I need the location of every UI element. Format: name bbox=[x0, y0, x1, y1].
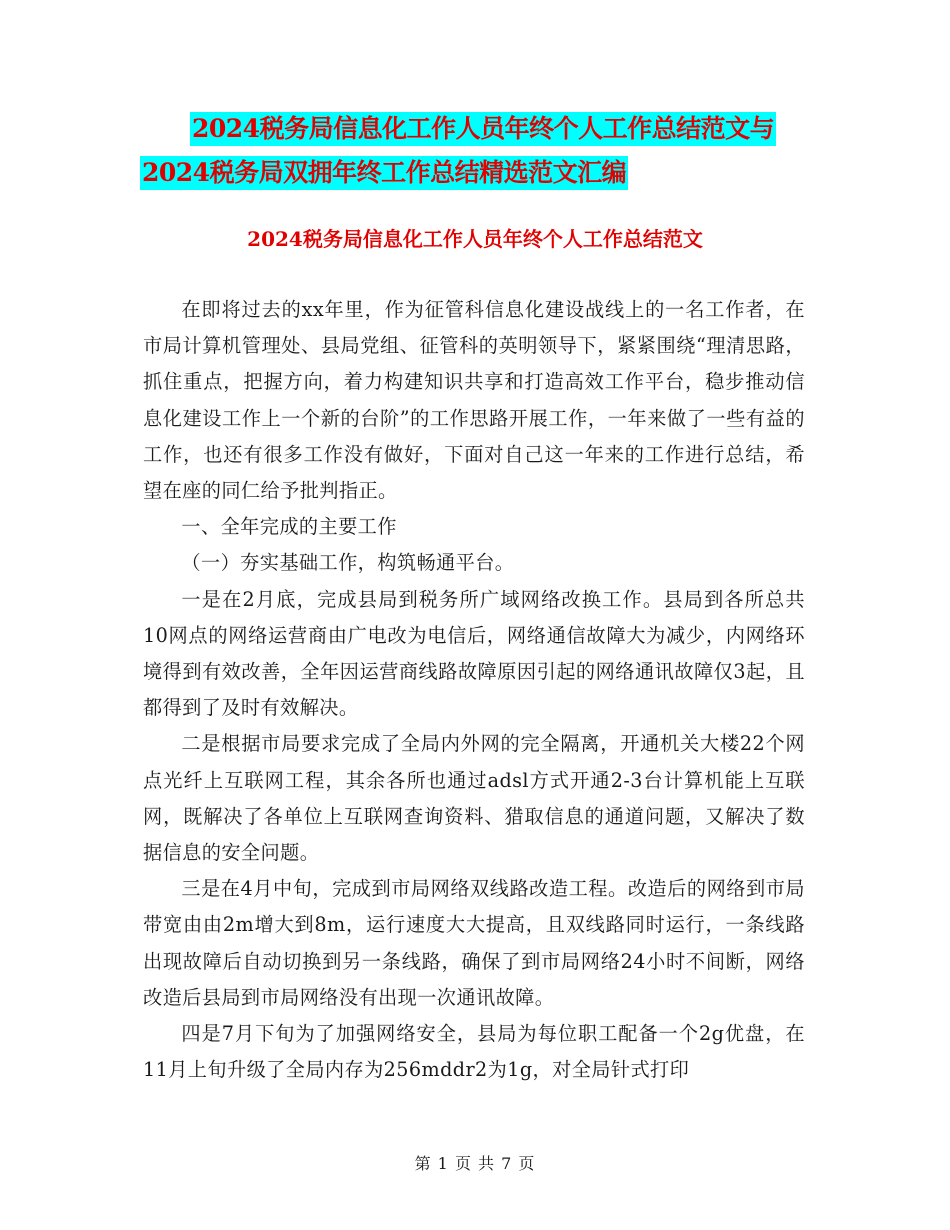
title-line-1: 2024税务局信息化工作人员年终个人工作总结范文与 bbox=[190, 112, 776, 146]
subheading-foundation: （一）夯实基础工作，构筑畅通平台。 bbox=[181, 551, 515, 575]
page-footer: 第 1 页 共 7 页 bbox=[414, 1154, 536, 1173]
section-title: 2024税务局信息化工作人员年终个人工作总结范文 bbox=[247, 227, 703, 251]
paragraph-intro: 在即将过去的xx年里，作为征管科信息化建设战线上的一名工作者，在市局计算机管理处、县局党组、征管科的英明领导下，紧紧围绕“理清思路，抓住重点，把握方向，着力构建知识共享和打造高效工作平台，稳步推动信息化建设工作上一个新的台阶”的工作思路开展工作，一年来做了一些有益的工作，也还有很多工作没有做好，下面对自己这一年来的工作进行总结，希望在座的同仁给予批判指正。 bbox=[143, 298, 805, 503]
title-line-2: 2024税务局双拥年终工作总结精选范文汇编 bbox=[140, 156, 628, 190]
body-text bbox=[143, 292, 805, 1088]
heading-main-work: 一、全年完成的主要工作 bbox=[181, 515, 397, 539]
paragraph-item-4: 四是7月下旬为了加强网络安全，县局为每位职工配备一个2g优盘，在11月上旬升级了全局内存为256mddr2为1g，对全局针式打印 bbox=[143, 1022, 805, 1082]
paragraph-item-2: 二是根据市局要求完成了全局内外网的完全隔离，开通机关大楼22个网点光纤上互联网工程，其余各所也通过adsl方式开通2-3台计算机能上互联网，既解决了各单位上互联网查询资料、猎取信息的通道问题，又解决了数据信息的安全问题。 bbox=[143, 732, 805, 865]
paragraph-item-3: 三是在4月中旬，完成到市局网络双线路改造工程。改造后的网络到市局带宽由由2m增大到8m，运行速度大大提高，且双线路同时运行，一条线路出现故障后自动切换到另一条线路，确保了到市局网络24小时不间断，网络改造后县局到市局网络没有出现一次通讯故障。 bbox=[143, 877, 805, 1009]
paragraph-item-1: 一是在2月底，完成县局到税务所广域网络改换工作。县局到各所总共10网点的网络运营商由广电改为电信后，网络通信故障大为减少，内网络环境得到有效改善，全年因运营商线路故障原因引起的网络通讯故障仅3起，且都得到了及时有效解决。 bbox=[143, 587, 805, 720]
